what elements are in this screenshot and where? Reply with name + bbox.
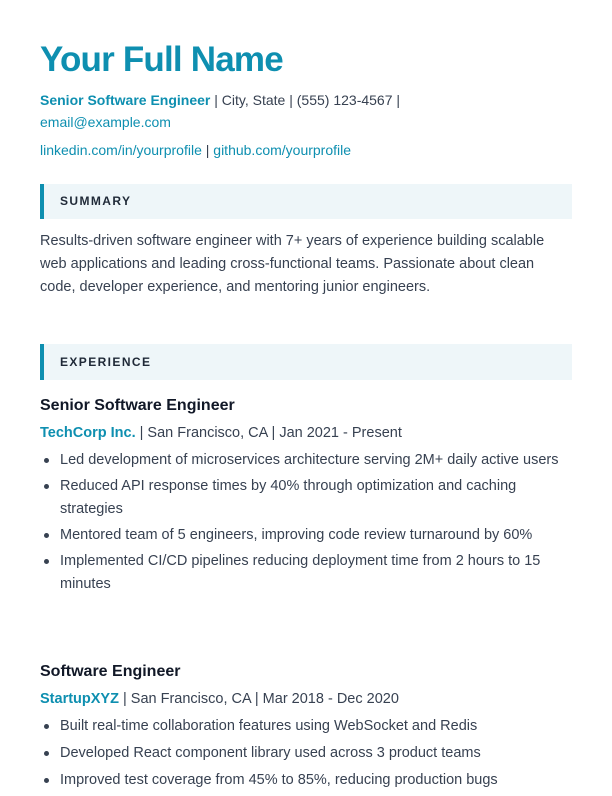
bullet-text: Reduced API response times by 40% through optimization and caching strategies: [60, 478, 517, 517]
bullet-text: Developed React component library used across 3 product teams: [60, 745, 481, 761]
job-meta: [40, 689, 572, 709]
company-name: TechCorp Inc.: [40, 425, 136, 441]
github-link[interactable]: github.com/yourprofile: [213, 142, 352, 158]
location: City, State: [221, 92, 286, 108]
job-meta: [40, 423, 572, 443]
separator: |: [201, 142, 214, 158]
list-item: [40, 475, 572, 521]
job-details: | San Francisco, CA | Mar 2018 - Dec 2020: [118, 691, 399, 707]
bullet-text: Led development of microservices architecture serving 2M+ daily active users: [60, 452, 559, 468]
bullet-text: Implemented CI/CD pipelines reducing deployment time from 2 hours to 15 minutes: [60, 553, 541, 592]
list-item: [40, 524, 572, 547]
bullet-icon: [44, 724, 49, 729]
job-entry: [40, 395, 572, 599]
separator: |: [210, 92, 222, 108]
list-item: [40, 550, 572, 596]
job-role: Senior Software Engineer: [40, 92, 211, 108]
bullet-icon: [44, 778, 49, 783]
achievement-list: [40, 449, 572, 596]
job-entry: [40, 661, 572, 796]
linkedin-link[interactable]: linkedin.com/in/yourprofile: [40, 142, 202, 158]
section-title: EXPERIENCE: [60, 355, 152, 369]
bullet-icon: [44, 559, 49, 564]
bullet-text: Mentored team of 5 engineers, improving code review turnaround by 60%: [60, 527, 533, 543]
section-title: SUMMARY: [60, 194, 132, 208]
email-link[interactable]: email@example.com: [40, 114, 171, 130]
job-title: Software Engineer: [40, 663, 181, 680]
candidate-name: Your Full Name: [40, 40, 283, 79]
bullet-icon: [44, 533, 49, 538]
bullet-icon: [44, 458, 49, 463]
experience-section-header: [40, 344, 572, 380]
list-item: [40, 449, 572, 472]
bullet-text: Improved test coverage from 45% to 85%, reducing production bugs: [60, 772, 498, 788]
contact-line: [40, 89, 460, 133]
achievement-list: [40, 715, 572, 792]
separator: |: [285, 92, 297, 108]
list-item: [40, 742, 572, 765]
list-item: [40, 769, 572, 792]
list-item: [40, 715, 572, 738]
summary-section-header: [40, 184, 572, 219]
summary-text: Results-driven software engineer with 7+ years of experience building scalable web applications and leading cross-functional teams. Passionate about clean code, developer experience, and mentoring junior engineers.: [40, 233, 545, 295]
bullet-icon: [44, 484, 49, 489]
job-title: Senior Software Engineer: [40, 397, 235, 414]
profile-links: [40, 139, 351, 161]
job-details: | San Francisco, CA | Jan 2021 - Present: [135, 425, 402, 441]
phone: (555) 123-4567: [296, 92, 393, 108]
bullet-icon: [44, 751, 49, 756]
separator: |: [392, 92, 401, 108]
bullet-text: Built real-time collaboration features using WebSocket and Redis: [60, 718, 478, 734]
company-name: StartupXYZ: [40, 691, 119, 707]
